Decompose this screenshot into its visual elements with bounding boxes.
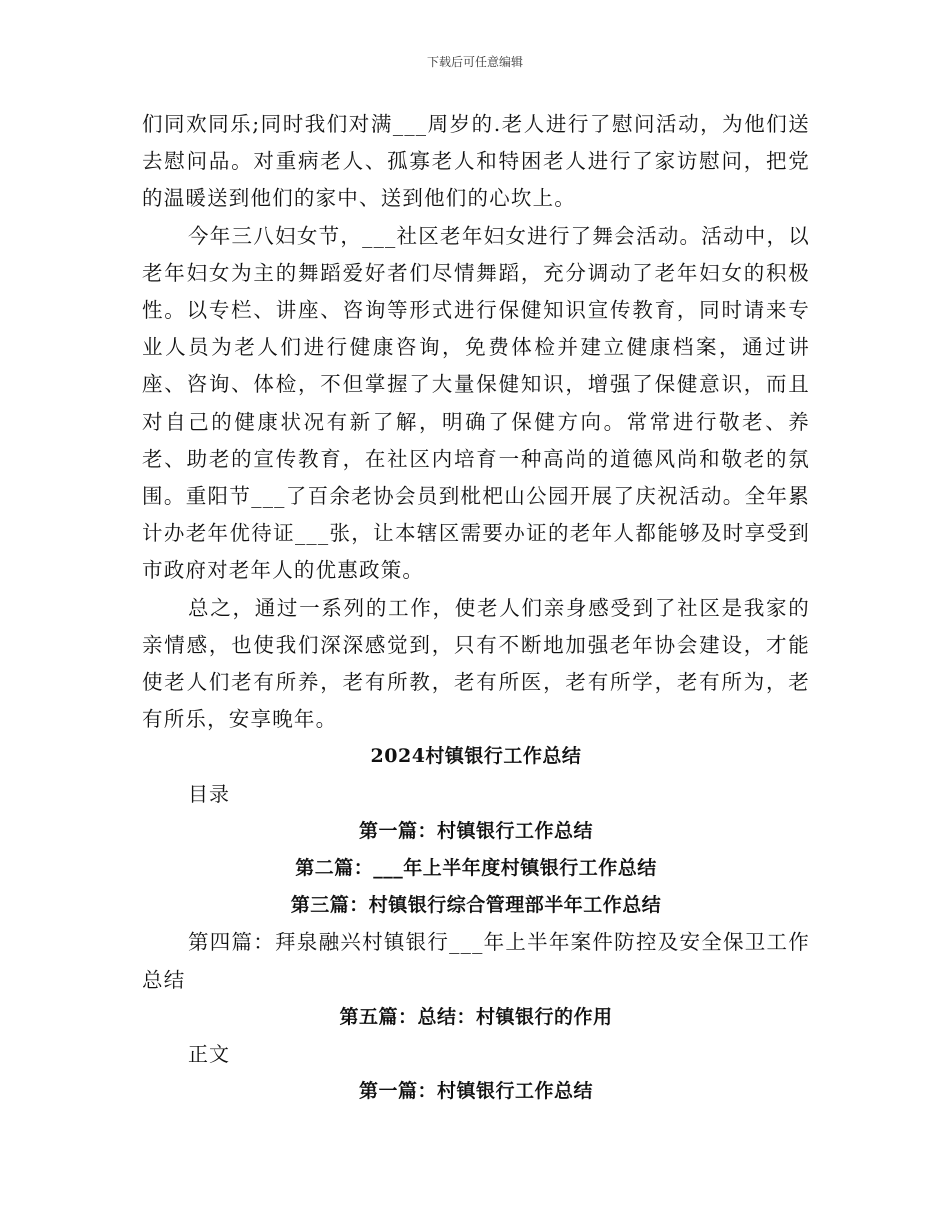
body-paragraph-1: 们同欢同乐;同时我们对满___周岁的.老人进行了慰问活动，为他们送去慰问品。对重病老人、孤寡老人和特困老人进行了家访慰问，把党的温暖送到他们的家中、送到他们的心坎上。: [142, 112, 810, 211]
document-title: 2024村镇银行工作总结: [370, 745, 582, 768]
toc-item-5: 第五篇：总结：村镇银行的作用: [339, 1005, 613, 1028]
page-header: 下载后可任意编辑: [426, 55, 523, 69]
toc-item-1: 第一篇：村镇银行工作总结: [358, 819, 593, 842]
toc-item-3: 第三篇：村镇银行综合管理部半年工作总结: [290, 894, 662, 917]
body-paragraph-2: 今年三八妇女节，___社区老年妇女进行了舞会活动。活动中，以老年妇女为主的舞蹈爱好者们尽情舞蹈，充分调动了老年妇女的积极性。以专栏、讲座、咨询等形式进行保健知识宣传教育，同时请来专业人员为老人们进行健康咨询，免费体检并建立健康档案，通过讲座、咨询、体检，不但掌握了大量保健知识，增强了保健意识，而且对自己的健康状况有新了解，明确了保健方向。常常进行敬老、养老、助老的宣传教育，在社区内培育一种高尚的道德风尚和敬老的氛围。重阳节___了百余老协会员到枇杷山公园开展了庆祝活动。全年累计办老年优待证___张，让本辖区需要办证的老年人都能够及时享受到市政府对老年人的优惠政策。: [142, 223, 810, 583]
section-1-title: 第一篇：村镇银行工作总结: [358, 1080, 593, 1103]
toc-item-2: 第二篇：___年上半年度村镇银行工作总结: [295, 857, 657, 880]
document-content: [142, 106, 810, 1110]
body-paragraph-3: 总之，通过一系列的工作，使老人们亲身感受到了社区是我家的亲情感，也使我们深深感觉到，只有不断地加强老年协会建设，才能使老人们老有所养，老有所教，老有所医，老有所学，老有所为，老有所乐，安享晚年。: [142, 595, 810, 732]
toc-label: 目录: [188, 781, 230, 806]
body-label: 正文: [188, 1042, 230, 1067]
toc-item-4: 第四篇：拜泉融兴村镇银行___年上半年案件防控及安全保卫工作总结: [142, 930, 810, 992]
